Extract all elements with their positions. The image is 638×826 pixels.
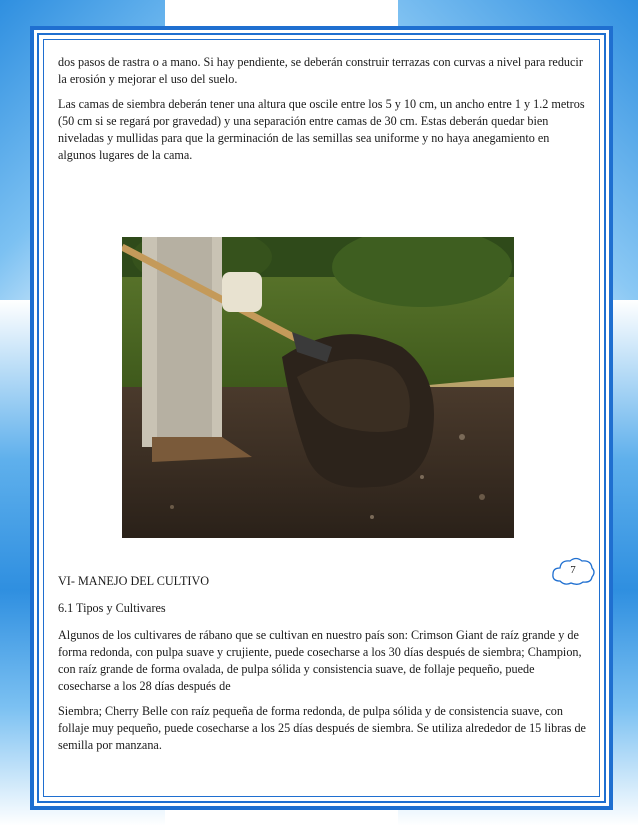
section-heading: VI- MANEJO DEL CULTIVO [58, 574, 210, 588]
soil-digging-photo [122, 237, 514, 538]
paragraph-camas-siembra: Las camas de siembra deberán tener una altura que oscile entre los 5 y 10 cm, un ancho entre 1 y 1.2 metros (50 cm si se regará por gravedad) y una separación entre camas de 30 cm. Estas deberán quedar bien niveladas y mullidas para que la germinación de las semillas sea uniforme y no haya anegamiento en algunos lugares de la cama. [58, 97, 585, 162]
subsection-heading: 6.1 Tipos y Cultivares [58, 601, 166, 615]
paragraph-terrazas: dos pasos de rastra o a mano. Si hay pendiente, se deberán construir terrazas con curvas a nivel para reducir la erosión y mejorar el uso del suelo. [58, 55, 583, 86]
top-text-block [58, 54, 588, 172]
photo-illustration [122, 237, 514, 538]
page-number: 7 [570, 564, 576, 576]
paragraph-cultivares: Algunos de los cultivares de rábano que se cultivan en nuestro país son: Crimson Giant de raíz grande y de forma redonda, con pulpa suave y crujiente, puede cosecharse a los 30 días después de siembra; Champion, con raíz grande de forma ovalada, de pulpa sólida y consistencia suave, de follaje pequeño, puede cosecharse a los 28 días después de [58, 628, 582, 693]
paragraph-cherry-belle: Siembra; Cherry Belle con raíz pequeña de forma redonda, de pulpa sólida y de consistencia suave, con follaje muy pequeño, puede cosecharse a los 25 días después de siembra. Se utiliza alrededor de 15 libras de semilla por manzana. [58, 704, 586, 752]
bottom-text-block [58, 573, 590, 762]
